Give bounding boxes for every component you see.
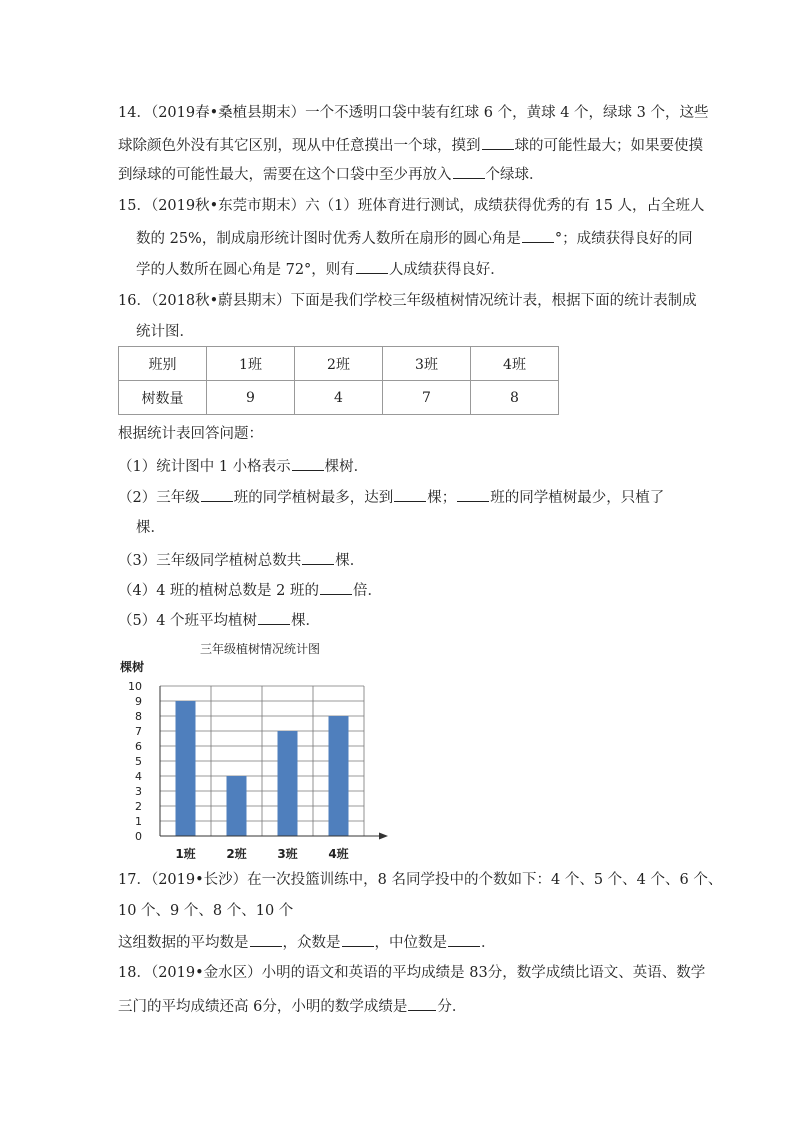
answer-blank[interactable] [448,932,480,947]
answer-blank[interactable] [250,932,282,947]
q16-line-1 [118,291,697,311]
q17-line-2 [118,901,293,921]
x-tick-label: 2班 [226,847,247,861]
q16-line-2 [136,322,194,342]
tree-table [118,346,559,415]
q15-line-3 [136,259,505,280]
q14-line-3 [118,164,544,185]
y-tick-label: 7 [135,725,142,738]
q16-s3a: （3）三年级同学植树总数共 [118,553,302,569]
answer-blank[interactable] [201,487,233,502]
q17-line-1 [118,870,722,890]
q14-line-2 [118,135,703,156]
q18-text-2a: 三门的平均成绩还高 6分，小明的数学成绩是 [118,999,408,1015]
q17-text-3a: 这组数据的平均数是 [118,935,249,951]
q18-line-2 [118,996,466,1017]
table-header-cell: 班别 [119,347,207,381]
table-cell: 1班 [207,347,295,381]
y-tick-label: 5 [135,755,142,768]
q17-text-3b: ，众数是 [282,935,341,951]
q17-text-1: 17．（2019•长沙）在一次投篮训练中，8 名同学投中的个数如下：4 个、5 个、4 个、6 个、 [118,872,723,888]
y-tick-label: 1 [135,815,142,828]
q16-s1a: （1）统计图中 1 小格表示 [118,459,291,475]
y-tick-label: 4 [135,770,142,783]
answer-blank[interactable] [320,580,352,595]
y-tick-label: 6 [135,740,142,753]
q17-text-3c: ，中位数是 [374,935,447,951]
answer-blank[interactable] [394,487,426,502]
answer-blank[interactable] [302,550,334,565]
q16-s5b: 棵． [291,613,321,629]
q16-sub-2 [118,487,664,508]
answer-blank[interactable] [482,135,514,150]
q18-text-2b: 分． [437,999,467,1015]
x-tick-labels [175,846,349,861]
q16-sub-1 [118,456,368,477]
q14-text-3b: 个绿球． [485,167,544,183]
q15-line-2 [136,228,693,249]
q14-text-1: 14．（2019春•桑植县期末）一个不透明口袋中装有红球 6 个，黄球 4 个，绿球 3 个，这些 [118,105,709,121]
q15-text-2b: °；成绩获得良好的同 [554,231,693,247]
y-axis-label: 棵树 [120,660,145,674]
answer-blank[interactable] [342,932,374,947]
table-header-cell: 树数量 [119,381,207,415]
y-tick-label: 9 [135,695,142,708]
q16-s2a: （2）三年级 [118,490,200,506]
y-tick-label: 3 [135,785,142,798]
q16-sub-4 [118,580,382,601]
answer-blank[interactable] [292,456,324,471]
tree-bar-chart [112,636,402,868]
q16-prompt [118,424,263,444]
q16-sub-3 [118,550,364,571]
bar-3班 [278,731,298,836]
chart-title: 三年级植树情况统计图 [199,642,321,656]
q16-s2c: 棵； [427,490,457,506]
answer-blank[interactable] [457,487,489,502]
q17-text-2: 10 个、9 个、8 个、10 个 [118,903,294,919]
q16-sub-5 [118,610,320,631]
q16-text-1: 16．（2018秋•蔚县期末）下面是我们学校三年级植树情况统计表，根据下面的统计表制成 [118,293,697,309]
q15-text-3b: 人成绩获得良好． [388,262,505,278]
y-tick-label: 10 [128,680,142,693]
answer-blank[interactable] [258,610,290,625]
table-cell: 3班 [383,347,471,381]
q15-text-2a: 数的 25%，制成扇形统计图时优秀人数所在扇形的圆心角是 [136,231,521,247]
q15-line-1 [118,196,705,216]
answer-blank[interactable] [408,996,436,1011]
x-tick-label: 3班 [277,847,298,861]
q16-prompt-text: 根据统计表回答问题： [118,426,263,442]
answer-blank[interactable] [356,259,388,274]
q16-text-2: 统计图． [136,324,194,340]
q15-text-3a: 学的人数所在圆心角是 72°，则有 [136,262,355,278]
q14-line-1 [118,103,708,123]
q16-s2d: 班的同学植树最少，只植了 [490,490,665,506]
q16-sub-2-cont [136,518,165,538]
y-tick-labels [128,680,142,843]
table-cell: 2班 [295,347,383,381]
table-cell: 7 [383,381,471,415]
table-cell: 4 [295,381,383,415]
bar-4班 [329,716,349,836]
q14-text-2a: 球除颜色外没有其它区别，现从中任意摸出一个球，摸到 [118,138,481,154]
y-tick-label: 2 [135,800,142,813]
q14-text-2b: 球的可能性最大；如果要使摸 [514,138,703,154]
table-cell: 8 [471,381,559,415]
q16-s4a: （4）4 班的植树总数是 2 班的 [118,583,320,599]
q16-s3b: 棵． [335,553,365,569]
bar-1班 [176,701,196,836]
q14-text-3a: 到绿球的可能性最大，需要在这个口袋中至少再放入 [118,167,452,183]
x-tick-label: 4班 [328,847,349,861]
q18-text-1: 18．（2019•金水区）小明的语文和英语的平均成绩是 83分，数学成绩比语文、英语、数学 [118,965,706,981]
answer-blank[interactable] [453,164,485,179]
table-cell: 4班 [471,347,559,381]
y-tick-label: 8 [135,710,142,723]
table-row [119,347,559,381]
x-tick-label: 1班 [175,847,196,861]
table-row [119,381,559,415]
table-cell: 9 [207,381,295,415]
x-axis-arrow-icon [379,833,388,840]
q15-text-1: 15．（2019秋•东莞市期末）六（1）班体育进行测试，成绩获得优秀的有 15 人，占全班人 [118,198,705,214]
bar-2班 [227,776,247,836]
q16-s2e: 棵． [136,520,165,536]
y-tick-label: 0 [135,830,142,843]
q16-s2b: 班的同学植树最多，达到 [233,490,394,506]
answer-blank[interactable] [522,228,554,243]
q18-line-1 [118,963,705,983]
q16-s4b: 倍． [353,583,383,599]
q17-line-3 [118,932,496,953]
q16-s5a: （5）4 个班平均植树 [118,613,258,629]
q16-s1b: 棵树． [324,459,369,475]
q17-text-3d: ． [481,935,496,951]
